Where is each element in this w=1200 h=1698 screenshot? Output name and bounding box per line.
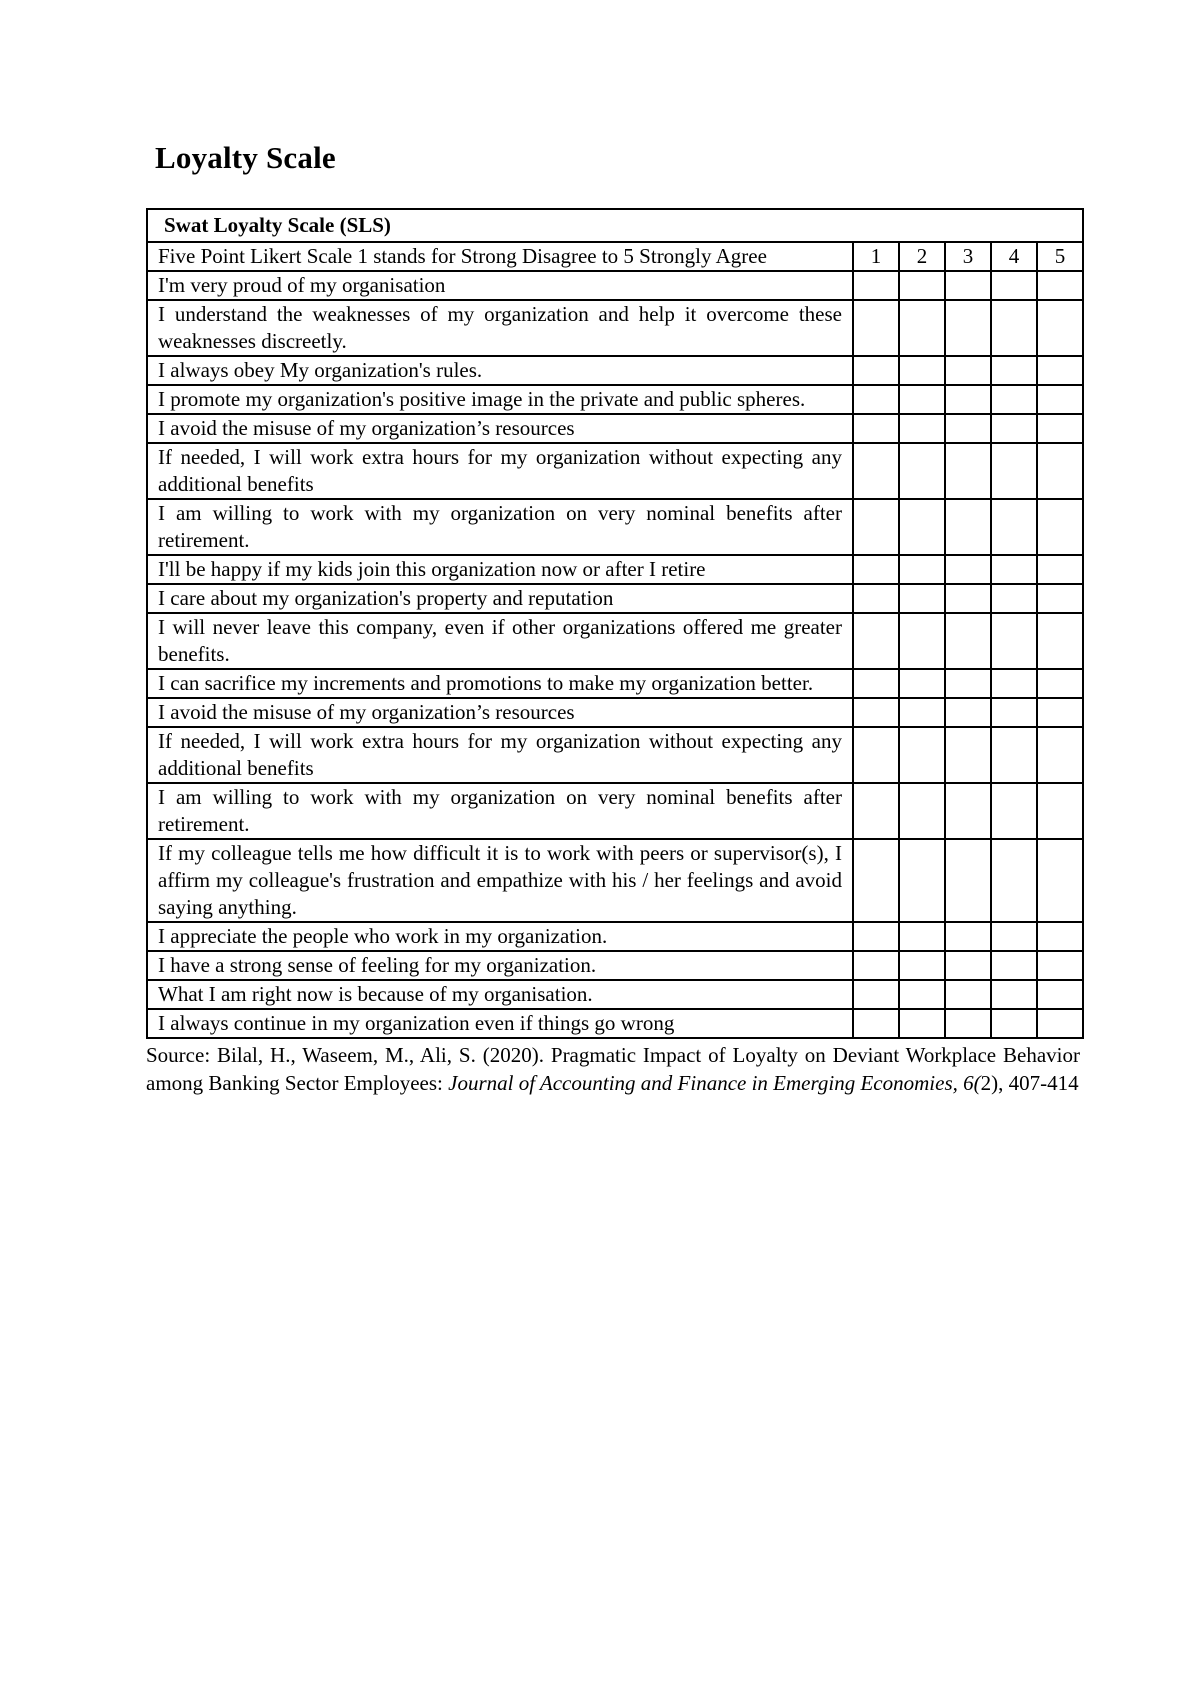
table-row	[147, 443, 1083, 499]
rating-cell-5[interactable]	[1037, 443, 1083, 499]
table-row	[147, 951, 1083, 980]
rating-cell-2[interactable]	[899, 839, 945, 922]
item-statement: I always obey My organization's rules.	[147, 356, 853, 385]
rating-cell-3[interactable]	[945, 414, 991, 443]
rating-cell-4[interactable]	[991, 385, 1037, 414]
rating-cell-4[interactable]	[991, 922, 1037, 951]
rating-cell-3[interactable]	[945, 1009, 991, 1038]
item-statement: I promote my organization's positive image in the private and public spheres.	[147, 385, 853, 414]
table-row	[147, 922, 1083, 951]
rating-cell-2[interactable]	[899, 499, 945, 555]
rating-cell-1[interactable]	[853, 613, 899, 669]
rating-cell-5[interactable]	[1037, 698, 1083, 727]
rating-cell-4[interactable]	[991, 584, 1037, 613]
rating-cell-2[interactable]	[899, 385, 945, 414]
rating-cell-5[interactable]	[1037, 613, 1083, 669]
rating-cell-1[interactable]	[853, 443, 899, 499]
item-statement: I am willing to work with my organization on very nominal benefits after retirement.	[147, 499, 853, 555]
rating-cell-5[interactable]	[1037, 669, 1083, 698]
rating-cell-1[interactable]	[853, 385, 899, 414]
table-heading-row	[147, 209, 1083, 242]
item-statement: I avoid the misuse of my organization’s resources	[147, 698, 853, 727]
rating-cell-4[interactable]	[991, 443, 1037, 499]
rating-cell-2[interactable]	[899, 980, 945, 1009]
rating-cell-5[interactable]	[1037, 555, 1083, 584]
table-row	[147, 698, 1083, 727]
rating-cell-1[interactable]	[853, 922, 899, 951]
rating-cell-1[interactable]	[853, 584, 899, 613]
rating-cell-4[interactable]	[991, 414, 1037, 443]
item-statement: If needed, I will work extra hours for my organization without expecting any additional benefits	[147, 727, 853, 783]
rating-cell-2[interactable]	[899, 951, 945, 980]
table-row	[147, 1009, 1083, 1038]
rating-cell-4[interactable]	[991, 356, 1037, 385]
table-row	[147, 839, 1083, 922]
item-statement: If my colleague tells me how difficult it is to work with peers or supervisor(s), I affirm my colleague's frustration and empathize with his / her feelings and avoid saying anything.	[147, 839, 853, 922]
rating-cell-4[interactable]	[991, 613, 1037, 669]
rating-cell-4[interactable]	[991, 839, 1037, 922]
rating-cell-3[interactable]	[945, 385, 991, 414]
journal-title: Journal of Accounting and Finance in Emerging Economies, 6(	[448, 1071, 981, 1095]
rating-cell-1[interactable]	[853, 271, 899, 300]
instruction-row	[147, 242, 1083, 271]
rating-cell-2[interactable]	[899, 555, 945, 584]
rating-cell-2[interactable]	[899, 613, 945, 669]
rating-cell-2[interactable]	[899, 356, 945, 385]
item-statement: If needed, I will work extra hours for my organization without expecting any additional benefits	[147, 443, 853, 499]
rating-cell-5[interactable]	[1037, 980, 1083, 1009]
rating-cell-4[interactable]	[991, 669, 1037, 698]
item-statement: I will never leave this company, even if other organizations offered me greater benefits.	[147, 613, 853, 669]
item-statement: I am willing to work with my organization on very nominal benefits after retirement.	[147, 783, 853, 839]
rating-cell-1[interactable]	[853, 414, 899, 443]
rating-cell-3[interactable]	[945, 356, 991, 385]
rating-cell-1[interactable]	[853, 669, 899, 698]
rating-cell-3[interactable]	[945, 499, 991, 555]
instruction-text: Five Point Likert Scale 1 stands for Strong Disagree to 5 Strongly Agree	[147, 242, 853, 271]
rating-cell-4[interactable]	[991, 300, 1037, 356]
rating-cell-2[interactable]	[899, 727, 945, 783]
rating-cell-4[interactable]	[991, 271, 1037, 300]
rating-cell-4[interactable]	[991, 499, 1037, 555]
rating-cell-5[interactable]	[1037, 839, 1083, 922]
rating-cell-5[interactable]	[1037, 727, 1083, 783]
rating-cell-2[interactable]	[899, 698, 945, 727]
rating-cell-3[interactable]	[945, 443, 991, 499]
item-statement: I'll be happy if my kids join this organization now or after I retire	[147, 555, 853, 584]
rating-cell-2[interactable]	[899, 300, 945, 356]
rating-cell-1[interactable]	[853, 839, 899, 922]
rating-cell-4[interactable]	[991, 951, 1037, 980]
rating-cell-1[interactable]	[853, 499, 899, 555]
rating-cell-4[interactable]	[991, 980, 1037, 1009]
loyalty-scale-table	[146, 208, 1084, 1039]
table-heading: Swat Loyalty Scale (SLS)	[147, 209, 1083, 242]
rating-cell-5[interactable]	[1037, 783, 1083, 839]
rating-cell-2[interactable]	[899, 443, 945, 499]
page-title: Loyalty Scale	[155, 140, 336, 175]
scale-point-header: 4	[991, 242, 1037, 271]
rating-cell-3[interactable]	[945, 980, 991, 1009]
rating-cell-1[interactable]	[853, 727, 899, 783]
rating-cell-2[interactable]	[899, 584, 945, 613]
citation-text: Source: Bilal, H., Waseem, M., Ali, S. (2020). Pragmatic Impact of Loyalty on Deviant Workplace Behavior among Banking Sector Employees:	[146, 1043, 1080, 1095]
rating-cell-3[interactable]	[945, 300, 991, 356]
rating-cell-5[interactable]	[1037, 951, 1083, 980]
item-statement: I have a strong sense of feeling for my organization.	[147, 951, 853, 980]
rating-cell-5[interactable]	[1037, 584, 1083, 613]
table-row	[147, 980, 1083, 1009]
rating-cell-3[interactable]	[945, 271, 991, 300]
scale-point-header: 1	[853, 242, 899, 271]
table-row	[147, 584, 1083, 613]
rating-cell-4[interactable]	[991, 783, 1037, 839]
rating-cell-5[interactable]	[1037, 271, 1083, 300]
rating-cell-1[interactable]	[853, 1009, 899, 1038]
table-row	[147, 555, 1083, 584]
rating-cell-3[interactable]	[945, 698, 991, 727]
table-row	[147, 385, 1083, 414]
rating-cell-5[interactable]	[1037, 300, 1083, 356]
rating-cell-2[interactable]	[899, 783, 945, 839]
rating-cell-5[interactable]	[1037, 356, 1083, 385]
table-row	[147, 727, 1083, 783]
rating-cell-3[interactable]	[945, 555, 991, 584]
rating-cell-2[interactable]	[899, 414, 945, 443]
rating-cell-4[interactable]	[991, 555, 1037, 584]
rating-cell-3[interactable]	[945, 727, 991, 783]
item-statement: I can sacrifice my increments and promotions to make my organization better.	[147, 669, 853, 698]
rating-cell-1[interactable]	[853, 783, 899, 839]
rating-cell-5[interactable]	[1037, 499, 1083, 555]
rating-cell-3[interactable]	[945, 783, 991, 839]
rating-cell-5[interactable]	[1037, 385, 1083, 414]
rating-cell-3[interactable]	[945, 584, 991, 613]
rating-cell-4[interactable]	[991, 727, 1037, 783]
item-statement: I'm very proud of my organisation	[147, 271, 853, 300]
citation-volume-pages: 2), 407-414	[980, 1071, 1079, 1095]
rating-cell-3[interactable]	[945, 951, 991, 980]
rating-cell-5[interactable]	[1037, 1009, 1083, 1038]
scale-point-header: 5	[1037, 242, 1083, 271]
rating-cell-1[interactable]	[853, 698, 899, 727]
table-row	[147, 669, 1083, 698]
item-statement: I appreciate the people who work in my organization.	[147, 922, 853, 951]
item-statement: I always continue in my organization even if things go wrong	[147, 1009, 853, 1038]
rating-cell-4[interactable]	[991, 1009, 1037, 1038]
table-row	[147, 300, 1083, 356]
item-statement: I avoid the misuse of my organization’s resources	[147, 414, 853, 443]
rating-cell-2[interactable]	[899, 922, 945, 951]
rating-cell-4[interactable]	[991, 698, 1037, 727]
table-row	[147, 783, 1083, 839]
rating-cell-1[interactable]	[853, 951, 899, 980]
rating-cell-1[interactable]	[853, 980, 899, 1009]
rating-cell-3[interactable]	[945, 613, 991, 669]
rating-cell-1[interactable]	[853, 356, 899, 385]
rating-cell-1[interactable]	[853, 555, 899, 584]
table-row	[147, 613, 1083, 669]
item-statement: What I am right now is because of my organisation.	[147, 980, 853, 1009]
rating-cell-5[interactable]	[1037, 922, 1083, 951]
scale-point-header: 2	[899, 242, 945, 271]
rating-cell-3[interactable]	[945, 922, 991, 951]
source-citation	[146, 1041, 1080, 1097]
rating-cell-3[interactable]	[945, 839, 991, 922]
rating-cell-2[interactable]	[899, 669, 945, 698]
rating-cell-1[interactable]	[853, 300, 899, 356]
rating-cell-2[interactable]	[899, 1009, 945, 1038]
rating-cell-5[interactable]	[1037, 414, 1083, 443]
table-row	[147, 356, 1083, 385]
item-statement: I understand the weaknesses of my organization and help it overcome these weaknesses discreetly.	[147, 300, 853, 356]
item-statement: I care about my organization's property and reputation	[147, 584, 853, 613]
table-row	[147, 414, 1083, 443]
rating-cell-2[interactable]	[899, 271, 945, 300]
rating-cell-3[interactable]	[945, 669, 991, 698]
table-row	[147, 499, 1083, 555]
scale-point-header: 3	[945, 242, 991, 271]
table-row	[147, 271, 1083, 300]
